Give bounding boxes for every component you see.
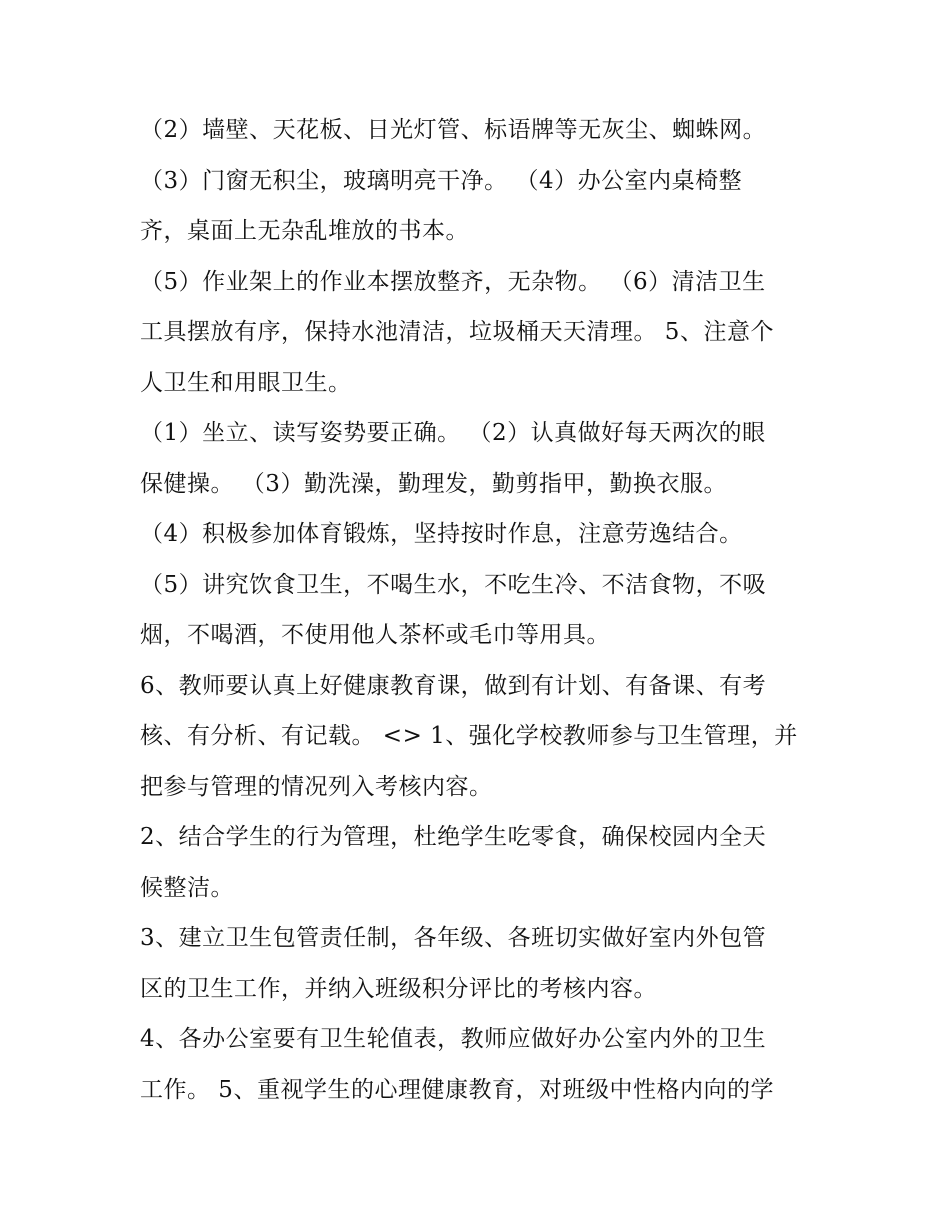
text-line: （1）坐立、读写姿势要正确。 （2）认真做好每天两次的眼	[140, 420, 766, 446]
text-line: 人卫生和用眼卫生。	[140, 369, 352, 396]
text-line: 把参与管理的情况列入考核内容。	[140, 773, 493, 800]
text-line: 保健操。 （3）勤洗澡，勤理发，勤剪指甲，勤换衣服。	[140, 470, 727, 497]
text-line: 候整洁。	[140, 874, 234, 901]
text-line: 工作。 5、重视学生的心理健康教育，对班级中性格内向的学	[140, 1076, 774, 1103]
text-line: 6、教师要认真上好健康教育课，做到有计划、有备课、有考	[140, 672, 767, 699]
document-body	[140, 105, 840, 1115]
text-line: （2）墙壁、天花板、日光灯管、标语牌等无灰尘、蜘蛛网。	[140, 117, 767, 143]
text-line: （4）积极参加体育锻炼，坚持按时作息，注意劳逸结合。	[140, 521, 743, 547]
text-line: 2、结合学生的行为管理，杜绝学生吃零食，确保校园内全天	[140, 824, 767, 850]
text-line: （3）门窗无积尘，玻璃明亮干净。 （4）办公室内桌椅整	[140, 167, 743, 194]
text-line: 烟，不喝酒，不使用他人茶杯或毛巾等用具。	[140, 622, 610, 648]
text-line: 4、各办公室要有卫生轮值表，教师应做好办公室内外的卫生	[140, 1026, 767, 1052]
text-line: （5）作业架上的作业本摆放整齐，无杂物。 （6）清洁卫生	[140, 268, 766, 295]
text-line: 3、建立卫生包管责任制，各年级、各班切实做好室内外包管	[140, 925, 767, 951]
text-line: 工具摆放有序，保持水池清洁，垃圾桶天天清理。 5、注意个	[140, 319, 774, 345]
text-line: 区的卫生工作，并纳入班级积分评比的考核内容。	[140, 975, 657, 1002]
text-line: 齐，桌面上无杂乱堆放的书本。	[140, 218, 469, 244]
text-line: （5）讲究饮食卫生，不喝生水，不吃生冷、不洁食物，不吸	[140, 571, 767, 598]
text-line: 核、有分析、有记载。 <> 1、强化学校教师参与卫生管理，并	[140, 723, 798, 749]
